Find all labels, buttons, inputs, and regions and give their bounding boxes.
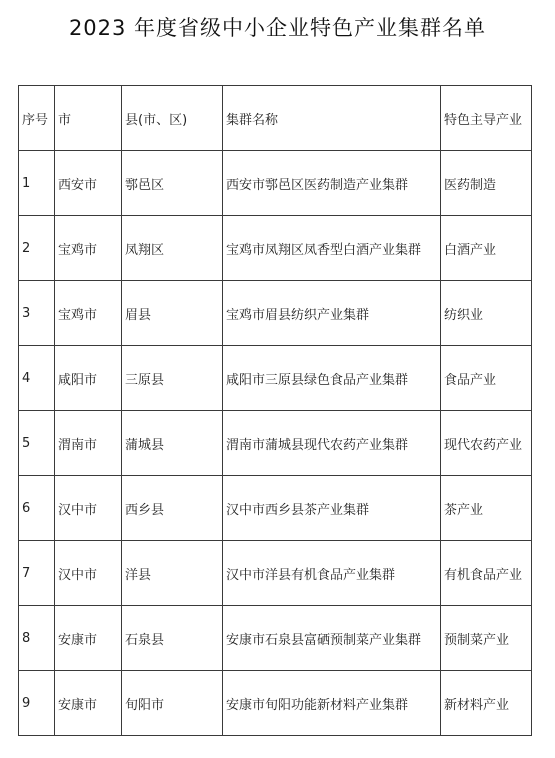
cell-index: 7 (19, 541, 55, 606)
cell-county: 鄠邑区 (122, 151, 223, 216)
cell-cluster-name: 宝鸡市凤翔区凤香型白酒产业集群 (223, 216, 441, 281)
cell-index: 6 (19, 476, 55, 541)
cell-leading-industry: 预制菜产业 (441, 606, 532, 671)
header-cluster-name: 集群名称 (223, 86, 441, 151)
cell-city: 宝鸡市 (55, 281, 122, 346)
cell-leading-industry: 现代农药产业 (441, 411, 532, 476)
table-row (19, 346, 532, 411)
cell-city: 渭南市 (55, 411, 122, 476)
cell-leading-industry: 食品产业 (441, 346, 532, 411)
cell-cluster-name: 渭南市蒲城县现代农药产业集群 (223, 411, 441, 476)
cell-city: 安康市 (55, 671, 122, 736)
cell-county: 凤翔区 (122, 216, 223, 281)
cell-county: 旬阳市 (122, 671, 223, 736)
cell-cluster-name: 汉中市洋县有机食品产业集群 (223, 541, 441, 606)
cell-cluster-name: 西安市鄠邑区医药制造产业集群 (223, 151, 441, 216)
header-index: 序号 (19, 86, 55, 151)
table-row (19, 151, 532, 216)
cell-cluster-name: 咸阳市三原县绿色食品产业集群 (223, 346, 441, 411)
header-county: 县(市、区) (122, 86, 223, 151)
table-row (19, 476, 532, 541)
cell-cluster-name: 宝鸡市眉县纺织产业集群 (223, 281, 441, 346)
cell-index: 9 (19, 671, 55, 736)
table-header-row (19, 86, 532, 151)
cell-county: 蒲城县 (122, 411, 223, 476)
cell-leading-industry: 有机食品产业 (441, 541, 532, 606)
cell-county: 眉县 (122, 281, 223, 346)
cell-city: 咸阳市 (55, 346, 122, 411)
table-row (19, 216, 532, 281)
cell-cluster-name: 汉中市西乡县茶产业集群 (223, 476, 441, 541)
table-row (19, 606, 532, 671)
cell-index: 5 (19, 411, 55, 476)
cell-county: 石泉县 (122, 606, 223, 671)
cell-leading-industry: 白酒产业 (441, 216, 532, 281)
cell-city: 汉中市 (55, 541, 122, 606)
cell-leading-industry: 茶产业 (441, 476, 532, 541)
cell-leading-industry: 医药制造 (441, 151, 532, 216)
table-row (19, 671, 532, 736)
header-city: 市 (55, 86, 122, 151)
cell-county: 西乡县 (122, 476, 223, 541)
cell-index: 1 (19, 151, 55, 216)
cell-county: 洋县 (122, 541, 223, 606)
cell-index: 8 (19, 606, 55, 671)
table-row (19, 541, 532, 606)
cell-index: 4 (19, 346, 55, 411)
cell-city: 宝鸡市 (55, 216, 122, 281)
cell-cluster-name: 安康市石泉县富硒预制菜产业集群 (223, 606, 441, 671)
cell-index: 3 (19, 281, 55, 346)
table-row (19, 281, 532, 346)
cell-county: 三原县 (122, 346, 223, 411)
cell-city: 汉中市 (55, 476, 122, 541)
table-row (19, 411, 532, 476)
cell-index: 2 (19, 216, 55, 281)
cluster-list-table (18, 85, 532, 736)
cell-city: 西安市 (55, 151, 122, 216)
page-title: 2023 年度省级中小企业特色产业集群名单 (68, 16, 487, 40)
cell-leading-industry: 新材料产业 (441, 671, 532, 736)
table-body (19, 151, 532, 736)
cell-cluster-name: 安康市旬阳功能新材料产业集群 (223, 671, 441, 736)
cell-city: 安康市 (55, 606, 122, 671)
cell-leading-industry: 纺织业 (441, 281, 532, 346)
header-leading-industry: 特色主导产业 (441, 86, 532, 151)
